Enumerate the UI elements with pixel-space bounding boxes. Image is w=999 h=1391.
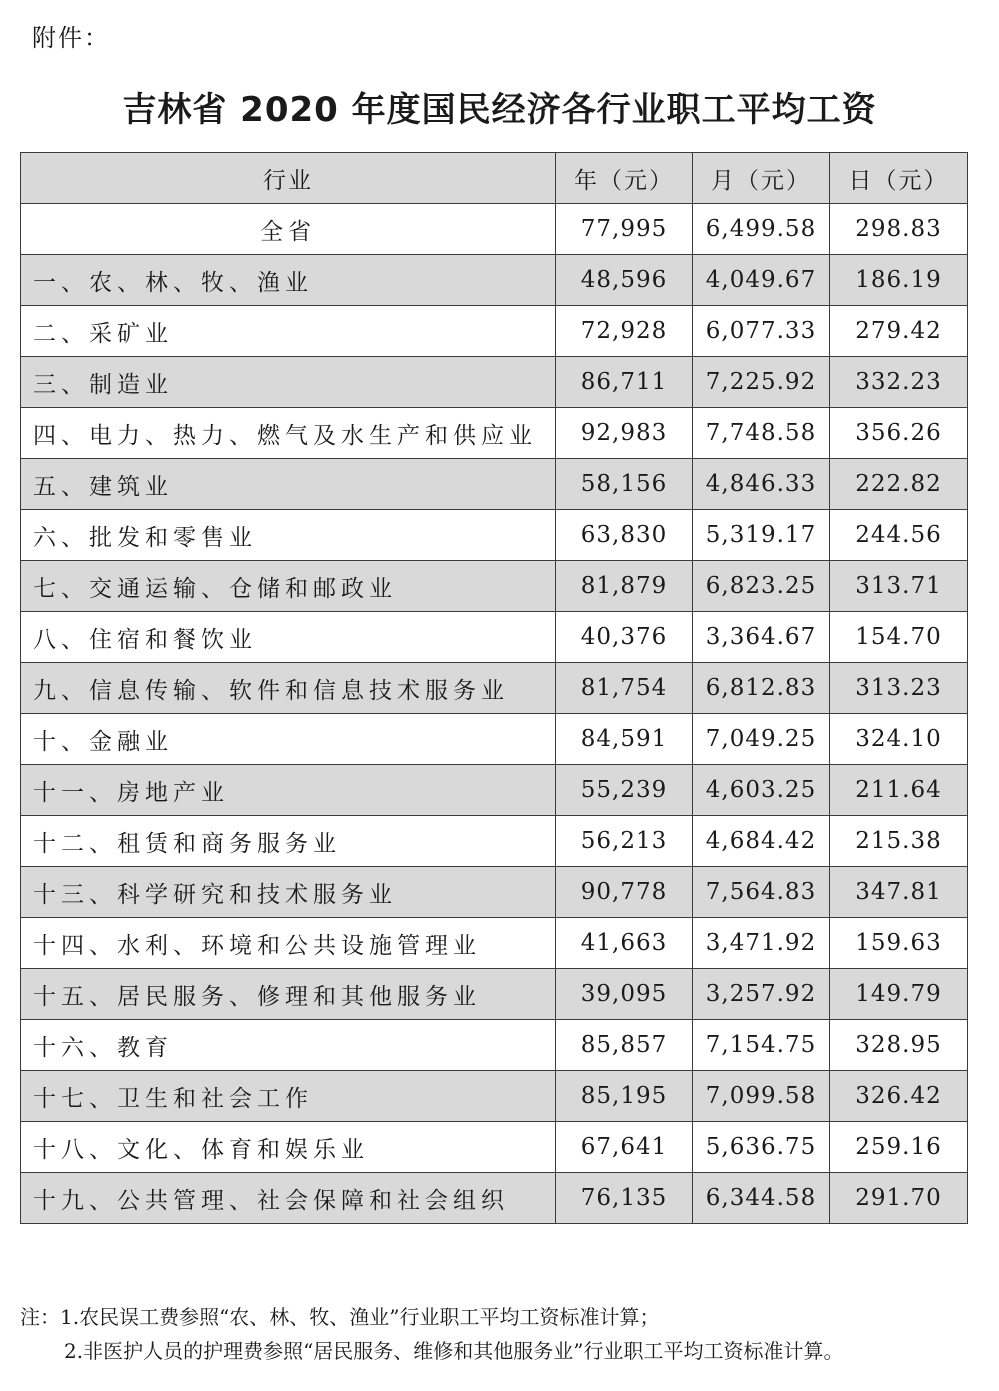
table-header-row (21, 153, 968, 204)
table-row (21, 1020, 968, 1071)
monthly-cell: 4,603.25 (693, 765, 830, 816)
daily-cell: 356.26 (830, 408, 968, 459)
monthly-cell: 3,471.92 (693, 918, 830, 969)
daily-cell: 291.70 (830, 1173, 968, 1224)
table-row (21, 255, 968, 306)
table-row (21, 969, 968, 1020)
industry-cell: 八、住宿和餐饮业 (21, 612, 556, 663)
annual-cell: 81,879 (556, 561, 693, 612)
daily-cell: 326.42 (830, 1071, 968, 1122)
annual-cell: 58,156 (556, 459, 693, 510)
annual-cell: 92,983 (556, 408, 693, 459)
industry-cell: 十二、租赁和商务服务业 (21, 816, 556, 867)
annual-cell: 63,830 (556, 510, 693, 561)
table-row (21, 1071, 968, 1122)
daily-cell: 186.19 (830, 255, 968, 306)
industry-cell: 十六、教育 (21, 1020, 556, 1071)
industry-cell: 六、批发和零售业 (21, 510, 556, 561)
monthly-cell: 4,846.33 (693, 459, 830, 510)
monthly-cell: 3,364.67 (693, 612, 830, 663)
annual-cell: 67,641 (556, 1122, 693, 1173)
page-title: 吉林省 2020 年度国民经济各行业职工平均工资 (122, 90, 877, 130)
wage-table (20, 152, 968, 1224)
table-row (21, 714, 968, 765)
annual-cell: 55,239 (556, 765, 693, 816)
industry-cell: 全省 (21, 204, 556, 255)
industry-cell: 十九、公共管理、社会保障和社会组织 (21, 1173, 556, 1224)
industry-cell: 十四、水利、环境和公共设施管理业 (21, 918, 556, 969)
header-daily: 日（元） (830, 153, 968, 204)
daily-cell: 313.71 (830, 561, 968, 612)
monthly-cell: 7,049.25 (693, 714, 830, 765)
daily-cell: 154.70 (830, 612, 968, 663)
table-row (21, 408, 968, 459)
monthly-cell: 7,225.92 (693, 357, 830, 408)
daily-cell: 328.95 (830, 1020, 968, 1071)
monthly-cell: 4,049.67 (693, 255, 830, 306)
monthly-cell: 7,154.75 (693, 1020, 830, 1071)
table-row (21, 204, 968, 255)
daily-cell: 259.16 (830, 1122, 968, 1173)
header-annual: 年（元） (556, 153, 693, 204)
table-row (21, 663, 968, 714)
annual-cell: 84,591 (556, 714, 693, 765)
industry-cell: 一、农、林、牧、渔业 (21, 255, 556, 306)
monthly-cell: 7,564.83 (693, 867, 830, 918)
industry-cell: 七、交通运输、仓储和邮政业 (21, 561, 556, 612)
note-1: 注：1.农民误工费参照“农、林、牧、渔业”行业职工平均工资标准计算； (20, 1305, 660, 1329)
table-row (21, 459, 968, 510)
industry-cell: 十七、卫生和社会工作 (21, 1071, 556, 1122)
industry-cell: 十三、科学研究和技术服务业 (21, 867, 556, 918)
annual-cell: 77,995 (556, 204, 693, 255)
table-row (21, 612, 968, 663)
daily-cell: 222.82 (830, 459, 968, 510)
daily-cell: 298.83 (830, 204, 968, 255)
monthly-cell: 6,077.33 (693, 306, 830, 357)
table-row (21, 765, 968, 816)
industry-cell: 十一、房地产业 (21, 765, 556, 816)
notes (20, 1300, 980, 1368)
annual-cell: 85,857 (556, 1020, 693, 1071)
daily-cell: 159.63 (830, 918, 968, 969)
annual-cell: 85,195 (556, 1071, 693, 1122)
table-row (21, 816, 968, 867)
table-row (21, 561, 968, 612)
table-row (21, 867, 968, 918)
monthly-cell: 6,823.25 (693, 561, 830, 612)
daily-cell: 211.64 (830, 765, 968, 816)
table-row (21, 306, 968, 357)
industry-cell: 十八、文化、体育和娱乐业 (21, 1122, 556, 1173)
table-body (21, 204, 968, 1224)
industry-cell: 四、电力、热力、燃气及水生产和供应业 (21, 408, 556, 459)
note-2: 2.非医护人员的护理费参照“居民服务、维修和其他服务业”行业职工平均工资标准计算。 (64, 1339, 844, 1363)
monthly-cell: 7,099.58 (693, 1071, 830, 1122)
monthly-cell: 6,812.83 (693, 663, 830, 714)
header-industry: 行业 (21, 153, 556, 204)
annual-cell: 90,778 (556, 867, 693, 918)
attachment-label: 附件： (32, 24, 110, 52)
industry-cell: 五、建筑业 (21, 459, 556, 510)
monthly-cell: 6,344.58 (693, 1173, 830, 1224)
monthly-cell: 5,319.17 (693, 510, 830, 561)
annual-cell: 81,754 (556, 663, 693, 714)
daily-cell: 324.10 (830, 714, 968, 765)
daily-cell: 279.42 (830, 306, 968, 357)
table-row (21, 357, 968, 408)
annual-cell: 86,711 (556, 357, 693, 408)
daily-cell: 149.79 (830, 969, 968, 1020)
table-row (21, 1122, 968, 1173)
industry-cell: 十、金融业 (21, 714, 556, 765)
industry-cell: 九、信息传输、软件和信息技术服务业 (21, 663, 556, 714)
monthly-cell: 4,684.42 (693, 816, 830, 867)
table-row (21, 918, 968, 969)
daily-cell: 244.56 (830, 510, 968, 561)
monthly-cell: 5,636.75 (693, 1122, 830, 1173)
table-row (21, 510, 968, 561)
industry-cell: 三、制造业 (21, 357, 556, 408)
daily-cell: 313.23 (830, 663, 968, 714)
daily-cell: 347.81 (830, 867, 968, 918)
annual-cell: 40,376 (556, 612, 693, 663)
daily-cell: 332.23 (830, 357, 968, 408)
annual-cell: 72,928 (556, 306, 693, 357)
annual-cell: 41,663 (556, 918, 693, 969)
table-row (21, 1173, 968, 1224)
monthly-cell: 3,257.92 (693, 969, 830, 1020)
annual-cell: 48,596 (556, 255, 693, 306)
industry-cell: 二、采矿业 (21, 306, 556, 357)
monthly-cell: 6,499.58 (693, 204, 830, 255)
daily-cell: 215.38 (830, 816, 968, 867)
annual-cell: 76,135 (556, 1173, 693, 1224)
annual-cell: 56,213 (556, 816, 693, 867)
annual-cell: 39,095 (556, 969, 693, 1020)
monthly-cell: 7,748.58 (693, 408, 830, 459)
header-monthly: 月（元） (693, 153, 830, 204)
industry-cell: 十五、居民服务、修理和其他服务业 (21, 969, 556, 1020)
